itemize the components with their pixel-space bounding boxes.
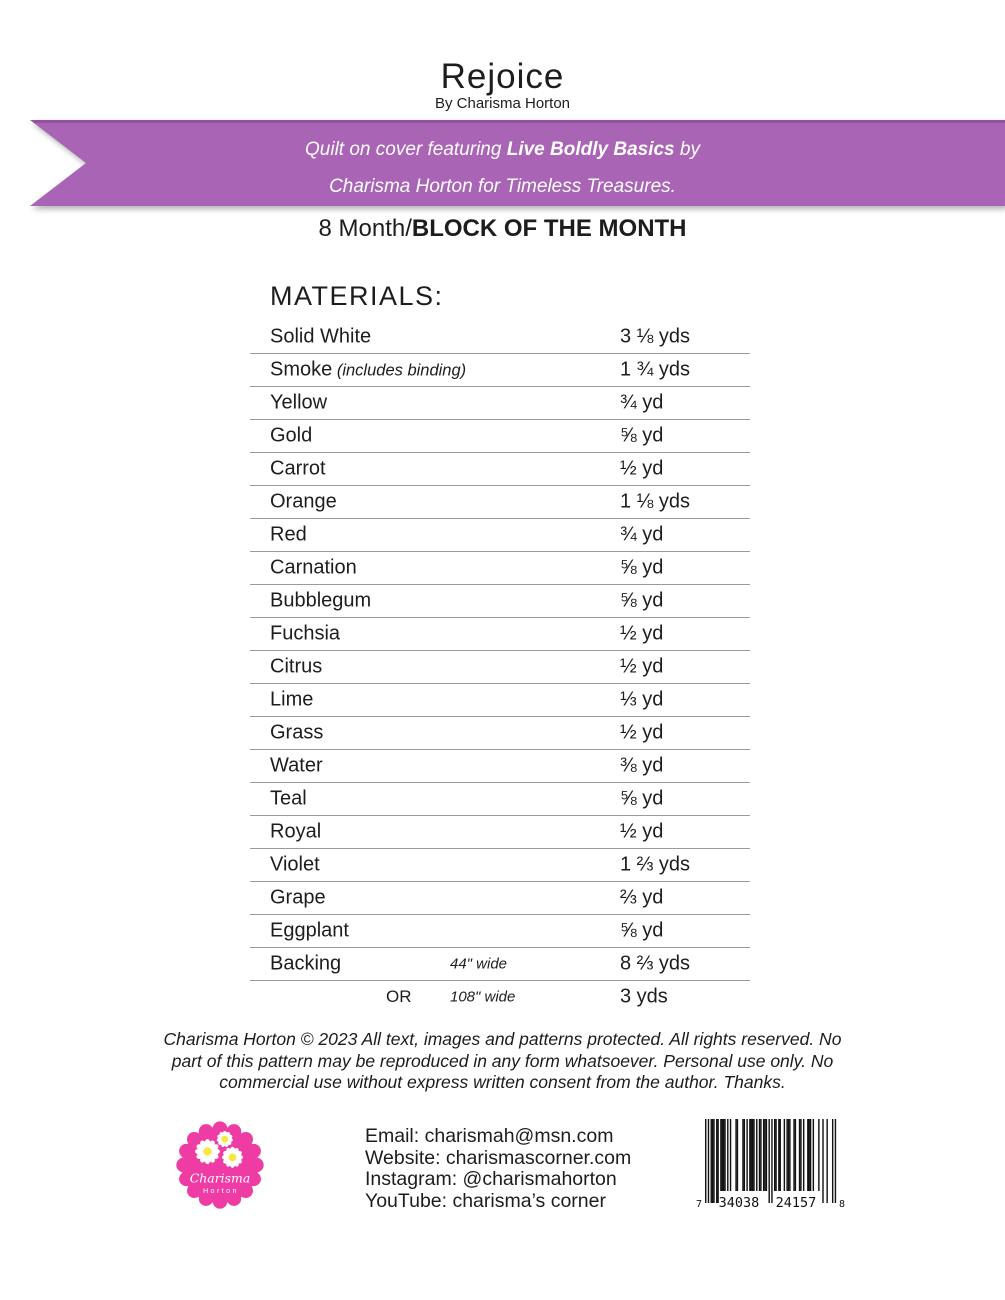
contact-block bbox=[365, 1126, 631, 1212]
material-name: Citrus bbox=[270, 655, 323, 678]
material-name: Gold bbox=[270, 424, 313, 447]
material-name: Yellow bbox=[270, 391, 328, 414]
logo-sub-text: Horton bbox=[202, 1185, 239, 1195]
material-name: Carnation bbox=[270, 556, 357, 579]
table-row bbox=[250, 453, 750, 486]
table-row bbox=[250, 981, 750, 1013]
materials-table bbox=[250, 321, 750, 1013]
page-title: Rejoice bbox=[440, 57, 565, 96]
table-row bbox=[250, 585, 750, 618]
table-row bbox=[250, 750, 750, 783]
material-yardage: 3 ⅛ yds bbox=[620, 325, 691, 348]
charisma-logo bbox=[172, 1117, 268, 1213]
material-name: Bubblegum bbox=[270, 589, 372, 612]
table-row bbox=[250, 882, 750, 915]
table-row bbox=[250, 816, 750, 849]
program-subtitle bbox=[0, 215, 1005, 243]
material-yardage: ⅝ yd bbox=[620, 424, 664, 447]
subtitle-regular: 8 Month/ bbox=[318, 215, 412, 242]
table-row bbox=[250, 387, 750, 420]
material-name: Grape bbox=[270, 886, 326, 909]
material-name: Orange bbox=[270, 490, 337, 513]
material-name: Water bbox=[270, 754, 323, 777]
materials-heading: MATERIALS: bbox=[270, 281, 444, 311]
table-row bbox=[250, 849, 750, 882]
barcode-right-digit: 8 bbox=[839, 1199, 846, 1210]
material-yardage: ⅓ yd bbox=[620, 688, 664, 711]
table-row bbox=[250, 783, 750, 816]
table-row bbox=[250, 717, 750, 750]
material-name: Smoke (includes binding) bbox=[270, 358, 467, 381]
table-row bbox=[250, 915, 750, 948]
table-row bbox=[250, 651, 750, 684]
material-yardage: ½ yd bbox=[620, 820, 664, 843]
material-name: Royal bbox=[270, 820, 322, 843]
material-name: Grass bbox=[270, 721, 324, 744]
material-yardage: ½ yd bbox=[620, 457, 664, 480]
material-yardage: ½ yd bbox=[620, 721, 664, 744]
material-name: Eggplant bbox=[270, 919, 349, 942]
table-row bbox=[250, 618, 750, 651]
ribbon-text bbox=[0, 131, 1005, 205]
barcode-left-digit: 7 bbox=[696, 1199, 703, 1210]
contact-line-instagram: Instagram: @charismahorton bbox=[365, 1168, 617, 1190]
material-yardage: 8 ⅔ yds bbox=[620, 952, 691, 975]
material-note: (includes binding) bbox=[332, 361, 467, 380]
material-yardage: ⅔ yd bbox=[620, 886, 664, 909]
material-yardage: ½ yd bbox=[620, 655, 664, 678]
width-note: 44" wide bbox=[450, 955, 508, 973]
contact-line-website: Website: charismascorner.com bbox=[365, 1146, 632, 1169]
page-byline: By Charisma Horton bbox=[434, 95, 571, 112]
material-yardage: ⅝ yd bbox=[620, 919, 664, 942]
table-row bbox=[250, 420, 750, 453]
material-name: Backing bbox=[270, 952, 342, 975]
logo-shape bbox=[176, 1121, 263, 1208]
logo-script-text: Charisma bbox=[189, 1170, 251, 1186]
material-yardage: ¾ yd bbox=[620, 391, 664, 414]
subtitle-bold: BLOCK OF THE MONTH bbox=[411, 215, 687, 242]
contact-line-email: Email: charismah@msn.com bbox=[365, 1125, 614, 1147]
copyright-text bbox=[0, 1029, 1005, 1094]
material-yardage: 1 ⅛ yds bbox=[620, 490, 691, 513]
width-note: 108" wide bbox=[450, 988, 516, 1006]
ribbon-text-line-1: Quilt on cover featuring Live Boldly Basics by bbox=[305, 139, 700, 160]
barcode bbox=[690, 1117, 850, 1212]
material-yardage: 1 ¾ yds bbox=[620, 358, 691, 381]
material-yardage: ¾ yd bbox=[620, 523, 664, 546]
material-name: Lime bbox=[270, 688, 314, 711]
copyright-line: commercial use without express written consent from the author. Thanks. bbox=[219, 1072, 786, 1092]
material-yardage: ⅝ yd bbox=[620, 787, 664, 810]
material-name: Red bbox=[270, 523, 307, 546]
table-row bbox=[250, 552, 750, 585]
material-yardage: ⅝ yd bbox=[620, 556, 664, 579]
barcode-group-1: 34038 bbox=[718, 1195, 760, 1211]
table-row bbox=[250, 321, 750, 354]
material-name: Carrot bbox=[270, 457, 326, 480]
material-yardage: ⅝ yd bbox=[620, 589, 664, 612]
material-name: Fuchsia bbox=[270, 622, 341, 645]
copyright-line: part of this pattern may be reproduced in any form whatsoever. Personal use only. No bbox=[171, 1050, 834, 1071]
barcode-bars bbox=[705, 1119, 836, 1203]
material-name: Solid White bbox=[270, 325, 372, 348]
table-row bbox=[250, 486, 750, 519]
material-name: Teal bbox=[270, 787, 307, 810]
material-yardage: ½ yd bbox=[620, 622, 664, 645]
material-name: Violet bbox=[270, 853, 320, 876]
table-row bbox=[250, 354, 750, 387]
ribbon-text-line-2: Charisma Horton for Timeless Treasures. bbox=[329, 176, 676, 197]
material-yardage: ⅜ yd bbox=[620, 754, 664, 777]
material-yardage: 1 ⅔ yds bbox=[620, 853, 691, 876]
barcode-group-2: 24157 bbox=[775, 1195, 817, 1211]
table-row bbox=[250, 684, 750, 717]
table-row bbox=[250, 948, 750, 981]
copyright-line: Charisma Horton © 2023 All text, images and patterns protected. All rights reserved. No bbox=[163, 1029, 842, 1049]
material-yardage: 3 yds bbox=[620, 985, 668, 1008]
contact-line-youtube: YouTube: charisma’s corner bbox=[365, 1189, 606, 1212]
featured-fabric-name: Live Boldly Basics bbox=[506, 139, 675, 160]
or-label: OR bbox=[386, 987, 412, 1006]
table-row bbox=[250, 519, 750, 552]
